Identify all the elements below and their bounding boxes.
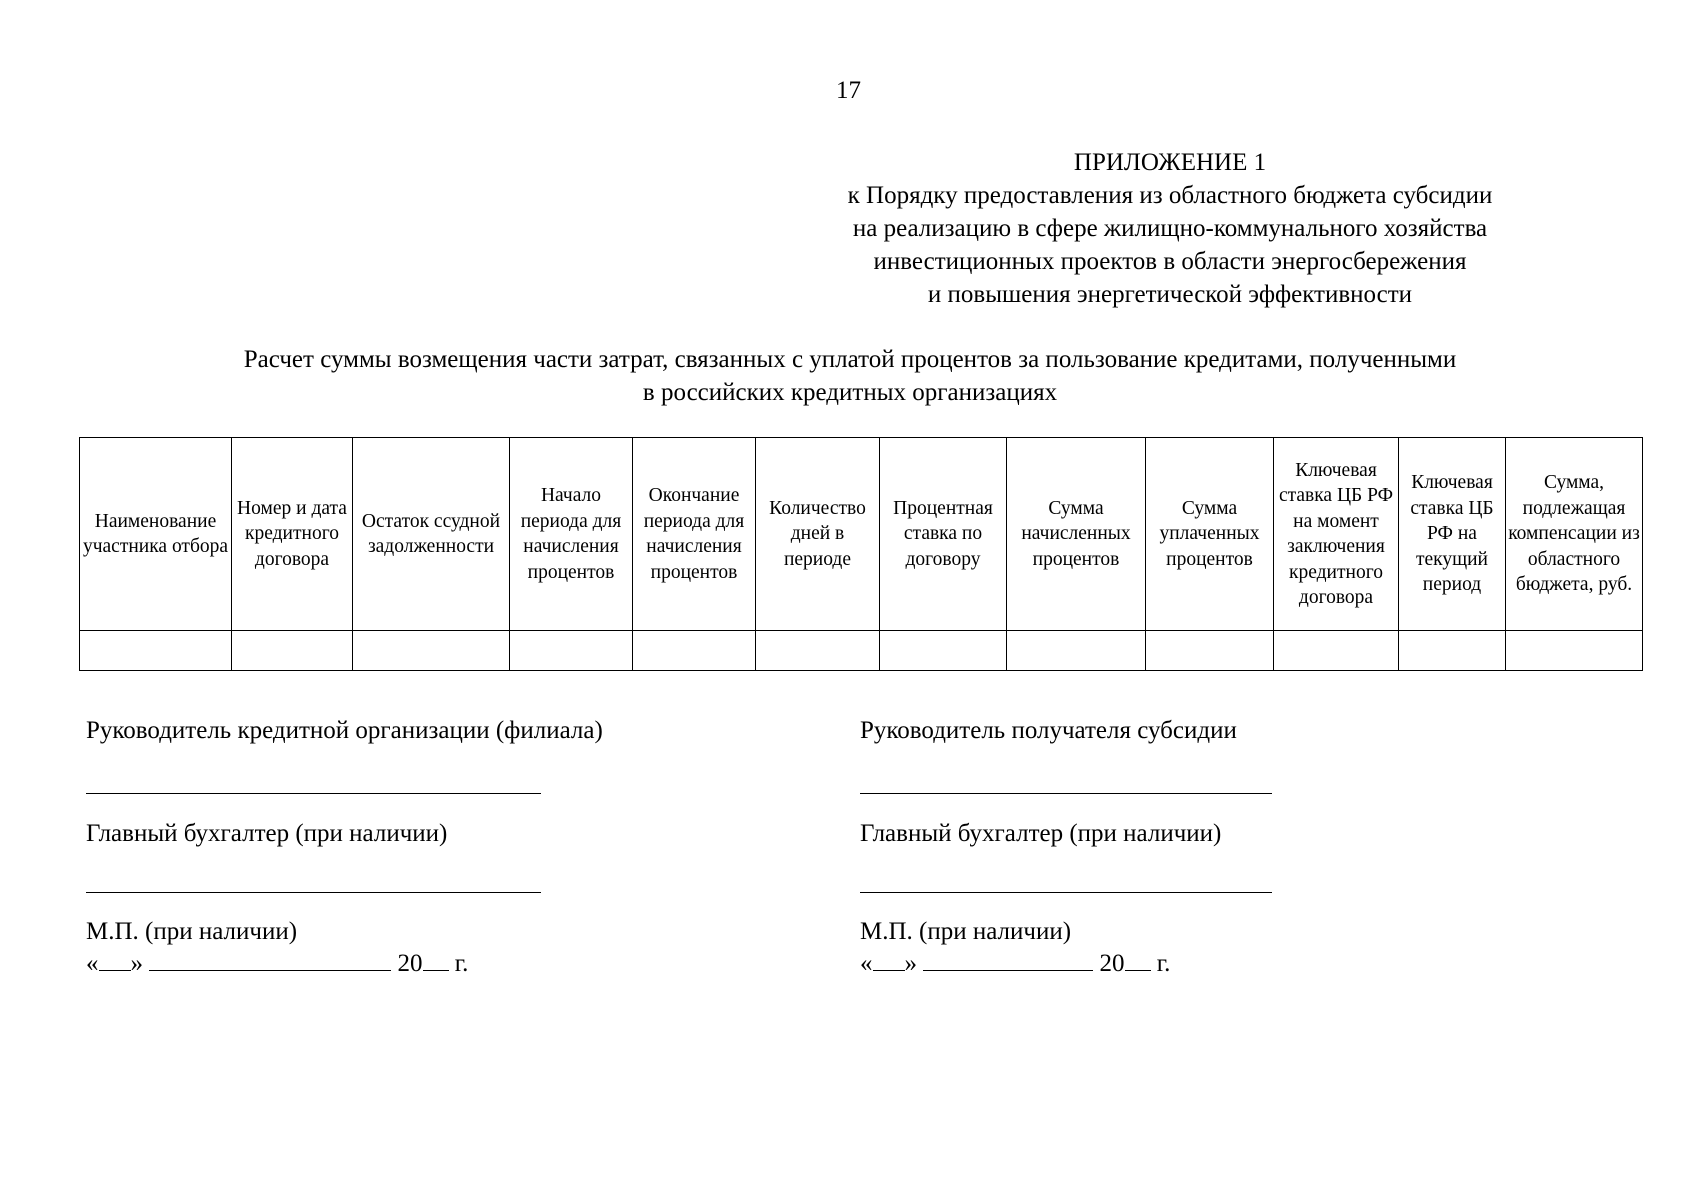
table-cell — [1399, 631, 1506, 671]
table-cell — [80, 631, 232, 671]
table-cell — [1007, 631, 1146, 671]
date-quote-open: « — [860, 950, 873, 977]
date-day-blank — [873, 951, 905, 971]
date-month-blank — [149, 951, 391, 971]
table-row — [80, 631, 1643, 671]
date-quote-close: » — [904, 950, 917, 977]
annex-title: ПРИЛОЖЕНИЕ 1 — [1073, 149, 1267, 176]
table-cell — [880, 631, 1007, 671]
column-header-balance: Остаток ссудной задолженности — [353, 438, 510, 631]
date-year-prefix: 20 — [397, 950, 423, 977]
annex-header — [780, 146, 1560, 311]
date-quote-close: » — [130, 950, 143, 977]
table-cell — [510, 631, 633, 671]
signature-label-head: Руководитель получателя субсидии — [860, 717, 1237, 744]
signature-label-accountant: Главный бухгалтер (при наличии) — [86, 820, 448, 847]
column-header-rate: Процентная ставка по договору — [880, 438, 1007, 631]
column-header-accrued: Сумма начисленных процентов — [1007, 438, 1146, 631]
table-cell — [232, 631, 353, 671]
column-header-period-start: Начало периода для начисления процентов — [510, 438, 633, 631]
date-year-blank — [1125, 951, 1151, 971]
column-header-days: Количество дней в периоде — [756, 438, 880, 631]
stamp-label: М.П. (при наличии) — [86, 918, 298, 945]
date-month-blank — [923, 951, 1093, 971]
table-cell — [633, 631, 756, 671]
date-day-blank — [99, 951, 131, 971]
signature-block-recipient — [860, 715, 1560, 980]
page-number: 17 — [836, 77, 861, 104]
date-year-blank — [423, 951, 449, 971]
table-cell — [1506, 631, 1643, 671]
document-title-line: в российских кредитных организациях — [642, 379, 1058, 406]
calculation-table — [79, 437, 1643, 671]
annex-line: инвестиционных проектов в области энергосбережения — [873, 248, 1467, 275]
document-title-line: Расчет суммы возмещения части затрат, связанных с уплатой процентов за пользование кредитами, полученными — [243, 346, 1457, 373]
column-header-contract: Номер и дата кредитного договора — [232, 438, 353, 631]
table-cell — [1146, 631, 1274, 671]
date-year-suffix: г. — [1156, 950, 1171, 977]
date-line — [86, 948, 786, 980]
date-year-suffix: г. — [454, 950, 469, 977]
annex-line: к Порядку предоставления из областного бюджета субсидии — [847, 182, 1493, 209]
table-header-row — [80, 438, 1643, 631]
column-header-key-rate-contract: Ключевая ставка ЦБ РФ на момент заключения кредитного договора — [1274, 438, 1399, 631]
annex-line: на реализацию в сфере жилищно-коммунального хозяйства — [852, 215, 1488, 242]
signature-label-accountant: Главный бухгалтер (при наличии) — [860, 820, 1222, 847]
stamp-label: М.П. (при наличии) — [860, 918, 1072, 945]
table-cell — [756, 631, 880, 671]
date-year-prefix: 20 — [1099, 950, 1125, 977]
document-title — [80, 343, 1620, 409]
column-header-participant: Наименование участника отбора — [80, 438, 232, 631]
signature-block-credit-org — [86, 715, 786, 980]
column-header-compensation: Сумма, подлежащая компенсации из областного бюджета, руб. — [1506, 438, 1643, 631]
column-header-paid: Сумма уплаченных процентов — [1146, 438, 1274, 631]
annex-line: и повышения энергетической эффективности — [927, 281, 1413, 308]
date-line — [860, 948, 1560, 980]
column-header-key-rate-current: Ключевая ставка ЦБ РФ на текущий период — [1399, 438, 1506, 631]
signature-label-head: Руководитель кредитной организации (филиала) — [86, 717, 603, 744]
table-cell — [353, 631, 510, 671]
table-cell — [1274, 631, 1399, 671]
date-quote-open: « — [86, 950, 99, 977]
column-header-period-end: Окончание периода для начисления процентов — [633, 438, 756, 631]
